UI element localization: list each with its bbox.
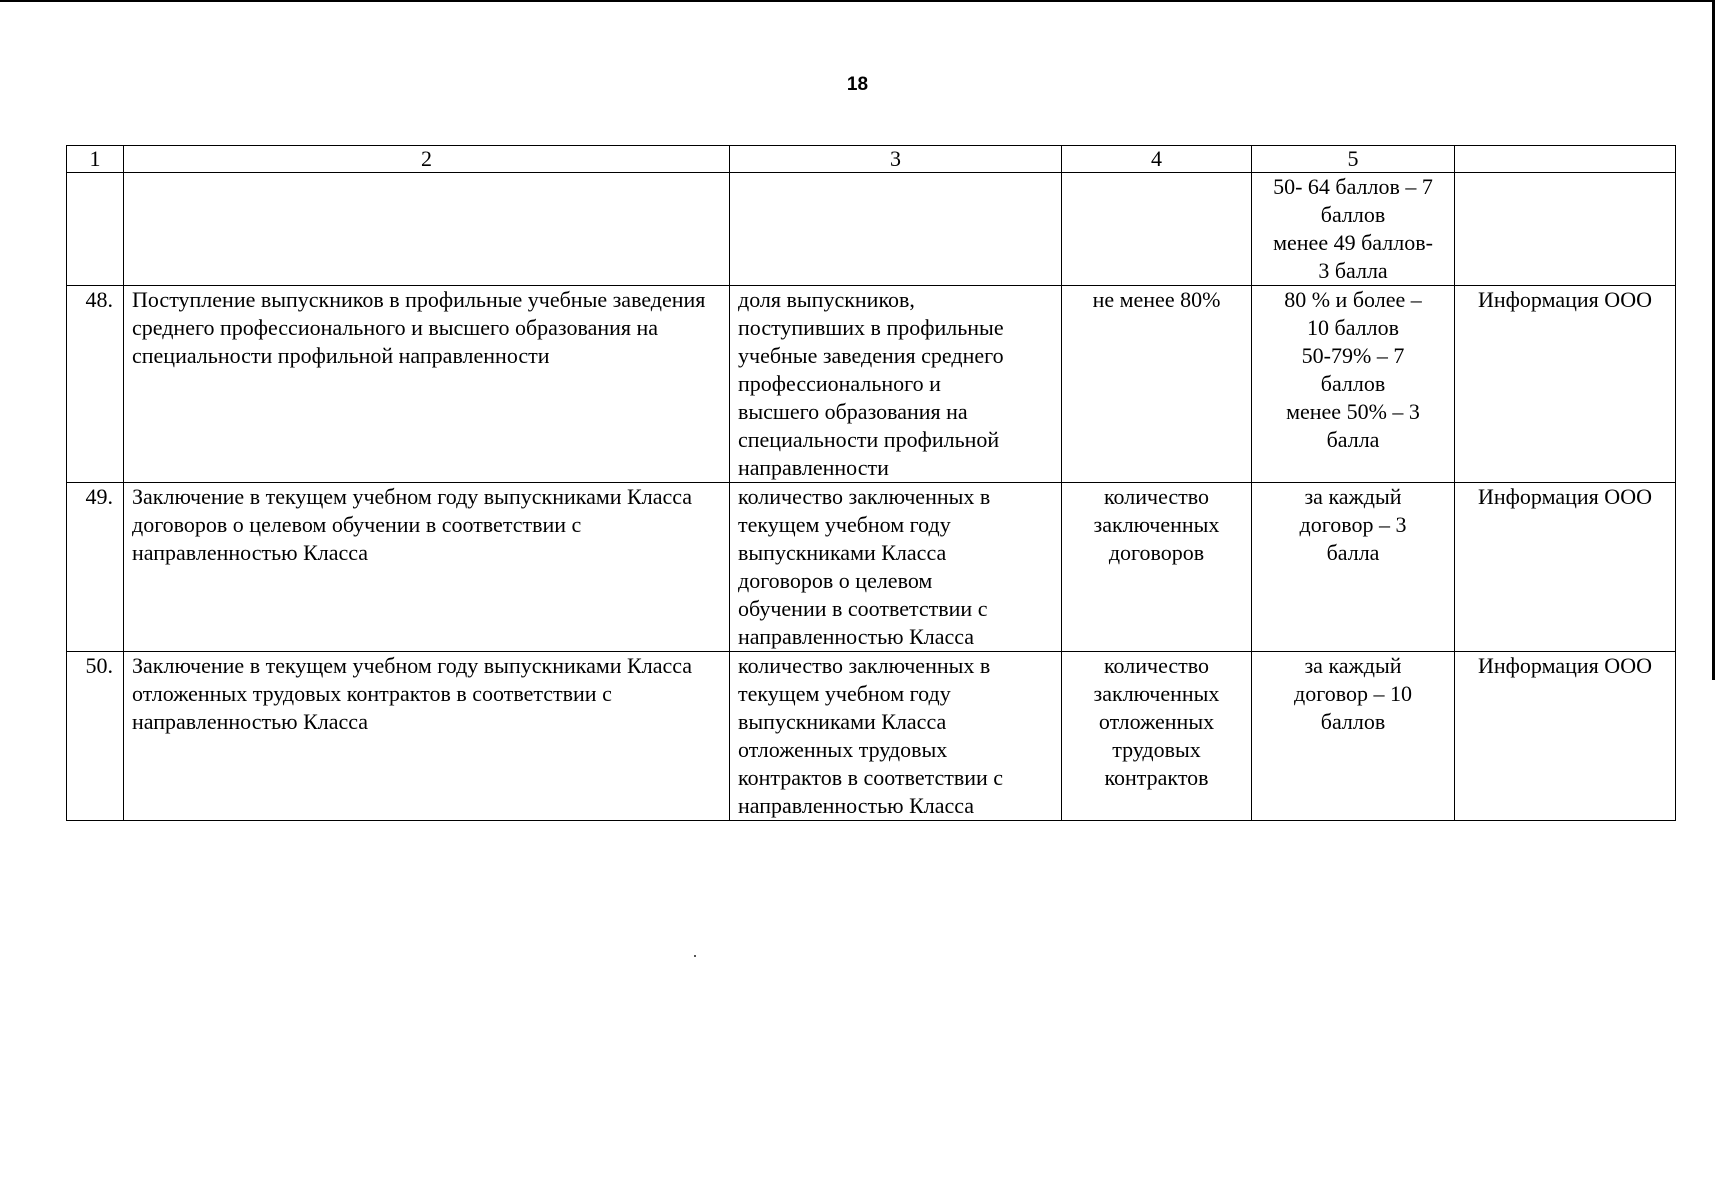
cell-target: количество заключенных отложенных трудовых контрактов — [1062, 652, 1252, 821]
header-col-3: 3 — [730, 146, 1062, 173]
cell-empty — [1455, 173, 1676, 286]
scan-edge-top — [0, 0, 1715, 2]
table-row-48 — [67, 286, 1676, 483]
scan-speck — [694, 955, 696, 957]
cell-source: Информация ООО — [1455, 483, 1676, 652]
header-col-2: 2 — [124, 146, 730, 173]
table-row-50 — [67, 652, 1676, 821]
table-header-row — [67, 146, 1676, 173]
page-number: 18 — [846, 74, 869, 95]
header-col-4: 4 — [1062, 146, 1252, 173]
header-col-6 — [1455, 146, 1676, 173]
table-row-49 — [67, 483, 1676, 652]
cell-indicator: Поступление выпускников в профильные учебные заведения среднего профессионального и высшего образования на специальности профильной направленности — [124, 286, 730, 483]
header-col-5: 5 — [1252, 146, 1455, 173]
cell-empty — [67, 173, 124, 286]
cell-empty — [730, 173, 1062, 286]
cell-source: Информация ООО — [1455, 286, 1676, 483]
cell-number: 50. — [67, 652, 124, 821]
cell-scoring: за каждый договор – 10 баллов — [1252, 652, 1455, 821]
cell-source: Информация ООО — [1455, 652, 1676, 821]
cell-indicator: Заключение в текущем учебном году выпускниками Класса отложенных трудовых контрактов в соответствии с направленностью Класса — [124, 652, 730, 821]
cell-measure: доля выпускников, поступивших в профильные учебные заведения среднего профессионального и высшего образования на специальности профильной направленности — [730, 286, 1062, 483]
cell-number: 49. — [67, 483, 124, 652]
header-col-1: 1 — [67, 146, 124, 173]
cell-empty — [1062, 173, 1252, 286]
cell-number: 48. — [67, 286, 124, 483]
cell-scoring: за каждый договор – 3 балла — [1252, 483, 1455, 652]
cell-measure: количество заключенных в текущем учебном году выпускниками Класса договоров о целевом обучении в соответствии с направленностью Класса — [730, 483, 1062, 652]
cell-target: не менее 80% — [1062, 286, 1252, 483]
cell-scoring: 80 % и более – 10 баллов 50-79% – 7 баллов менее 50% – 3 балла — [1252, 286, 1455, 483]
cell-target: количество заключенных договоров — [1062, 483, 1252, 652]
criteria-table — [66, 145, 1676, 821]
cell-scoring: 50- 64 баллов – 7 баллов менее 49 баллов- 3 балла — [1252, 173, 1455, 286]
cell-indicator: Заключение в текущем учебном году выпускниками Класса договоров о целевом обучении в соответствии с направленностью Класса — [124, 483, 730, 652]
cell-measure: количество заключенных в текущем учебном году выпускниками Класса отложенных трудовых контрактов в соответствии с направленностью Класса — [730, 652, 1062, 821]
table-row-continuation — [67, 173, 1676, 286]
cell-empty — [124, 173, 730, 286]
